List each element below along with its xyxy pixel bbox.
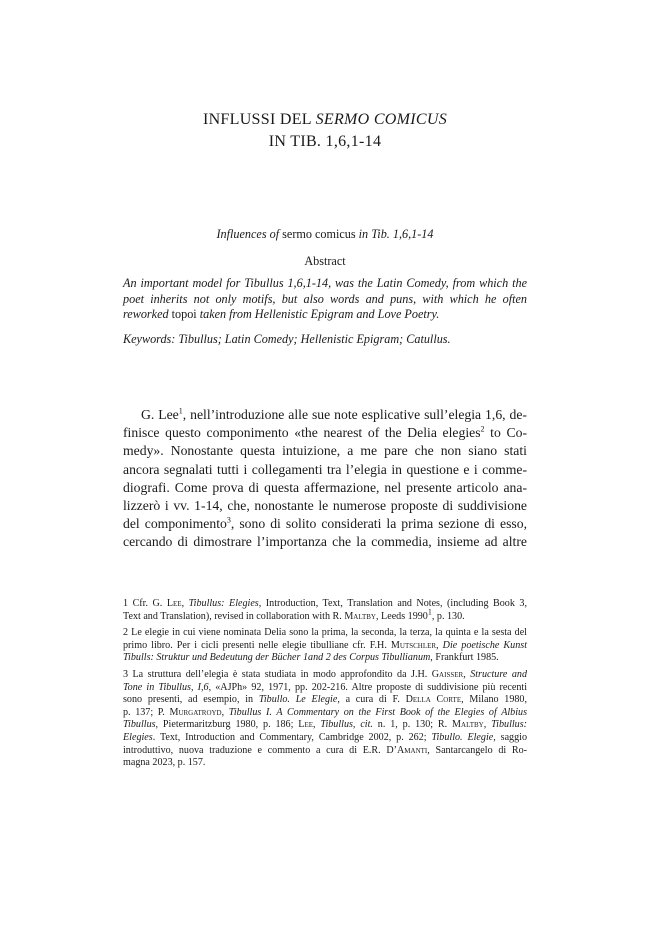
footnote-3 [123,669,527,770]
body-line: ancora segnalati tutti i collegamenti tra l’elegia in questione e i comme- [123,461,527,477]
author: Maltby [344,610,376,622]
abstract-part: An important model for Tibullus 1,6,1-14, was the Latin Comedy, from which the poet inherits not only motifs, but also words and puns, with which he often reworked [123,276,527,321]
book-title: Tibullus [123,719,156,731]
author: Della Corte [405,694,462,706]
footnote-line: magna 2023, p. 157. [123,757,206,769]
text: La struttura dell’elegia è stata studiata in modo approfondito da J.H. [128,668,432,680]
text: Text and Translation), revised in collaboration with R. [123,610,345,622]
title-italic: SERMO COMICUS [315,111,448,128]
text: to Co- [484,425,528,441]
footnote-line [123,682,527,695]
text: Le elegie in cui viene nominata Delia sono la prima, la seconda, la terza, la quinta e la sesta del [128,627,527,639]
author: Lee [166,598,182,609]
text: , sono di solito considerati la prima sezione di esso, [230,516,528,532]
text: , p. 130. [431,610,465,622]
book-title: Elegies [123,731,153,743]
text: , [483,719,492,731]
abstract-text [123,276,527,323]
footnote-line [123,669,527,682]
book-title: Tibullus, cit. [320,719,373,731]
body-line: diografi. Come prova di questa affermazione, nel presente articolo ana- [123,479,527,495]
body-line [123,424,527,442]
text: , saggio [493,731,527,743]
text: , Milano 1980, [461,694,527,706]
abstract-heading: Abstract [304,254,346,268]
footnote-ref: 1 [178,406,183,416]
title-text: INFLUSSI DEL [202,111,316,128]
text: , Leeds 1990 [376,610,428,622]
book-title: Tibullus: [491,719,528,731]
footnote-line [123,732,527,745]
footnote-1 [123,598,527,623]
footnote-line [123,694,527,707]
text: , [221,706,229,718]
text: , [181,598,189,609]
footnote-line [123,598,527,611]
footnote-line [123,719,527,732]
text: , Frankfurt 1985. [430,652,499,664]
text: del componimento [123,516,227,532]
text: , [436,639,443,651]
footnote-line [123,652,527,665]
subtitle-part: in Tib. 1,6,1-14 [355,227,434,241]
footnote-number: 1 [123,598,129,609]
article-title-line-2: IN TIB. 1,6,1-14 [268,133,382,150]
body-line: lizzerò i vv. 1-14, che, nonostante le numerose proposte di suddivisione [123,498,527,514]
footnote-2 [123,627,527,665]
footnote-line [123,745,527,758]
text: , a cura di F. [337,694,406,706]
footnote-number: 3 [123,668,129,680]
footnote-number: 2 [123,627,129,639]
footnote-line [123,640,527,653]
article-title-line-1 [0,109,650,131]
text: finisce questo componimento «the nearest of the Delia elegies [123,425,481,441]
subtitle-upright: sermo comicus [282,227,356,241]
edition-sup: 1 [427,607,432,617]
book-title: Tibullus: Elegies [188,598,259,609]
text: , Pietermaritzburg 1980, p. 186; [155,719,299,731]
body-paragraph [123,406,527,552]
author: Mutschler [390,639,437,651]
text: p. 137; P. [123,706,170,718]
text: , Introduction, Text, Translation and Notes, (including Book 3, [258,598,527,609]
author: Murgatroyd [169,706,222,718]
author: Lee [298,719,313,731]
footnote-line [123,607,527,624]
footnote-line [123,627,527,640]
book-title: Tibullus I. A Commentary on the First Book of the Elegies of Albius [228,706,528,718]
footnote-ref: 2 [480,424,485,434]
text: Cfr. G. [128,598,167,609]
text: introduttivo, nuova traduzione e commento a cura di E.R. D’ [123,744,398,756]
body-line: cercando di dimostrare l’importanza che la commedia, insieme ad altre [123,534,527,550]
book-title: Tibulls: Struktur und Bedeutung der Bücher 1and 2 des Corpus Tibullianum [123,652,431,664]
author: Maltby [452,719,484,731]
book-title: Tone in Tibullus, I,6 [123,681,209,693]
abstract-part: taken from Hellenistic Epigram and Love Poetry. [196,307,440,321]
text: sono presenti, ad esempio, in [123,694,259,706]
body-line [123,406,527,424]
text: . Text, Introduction and Commentary, Cambridge 2002, p. 262; [152,731,432,743]
book-title: Structure and [470,668,527,680]
english-title [0,227,650,242]
text: , [463,668,471,680]
text: G. Lee [141,407,179,422]
keywords: Keywords: Tibullus; Latin Comedy; Hellenistic Epigram; Catullus. [123,332,451,346]
author: Amanti [397,744,428,756]
body-line [123,515,527,533]
footnotes [123,598,527,774]
text: n. 1, p. 130; R. [372,719,453,731]
abstract-upright: topoi [171,307,197,321]
book-title: Tibullo. Le Elegie [258,694,338,706]
text: , «AJPh» 92, 1971, pp. 202-216. Altre proposte di suddivisione più recenti [208,681,527,693]
text: , nell’introduzione alle sue note esplicative sull’elegia 1,6, de- [182,407,527,422]
subtitle-part: Influences of [216,227,283,241]
text: primo libro. Per i cicli presenti nelle elegie tibulliane cfr. F.H. [123,639,391,651]
text: , [313,719,321,731]
body-line: medy». Nonostante questa intuizione, a me pare che non siano stati [123,443,527,459]
footnote-ref: 3 [226,515,231,525]
author: Gaisser [431,668,464,680]
book-title: Die poetische Kunst [442,639,527,651]
book-title: Tibullo. Elegie [431,731,494,743]
text: , Santarcangelo di Ro- [427,744,527,756]
footnote-line [123,707,527,720]
